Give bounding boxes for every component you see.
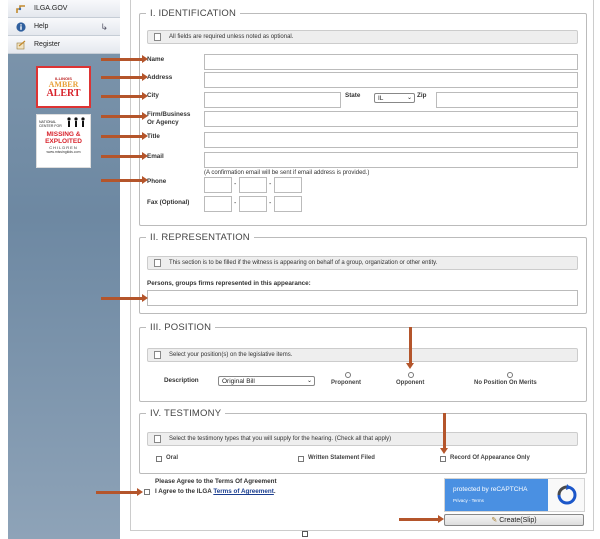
state-value: IL: [378, 94, 384, 102]
oral-checkbox[interactable]: [156, 456, 162, 462]
address-input[interactable]: [204, 72, 578, 88]
banner-ncmec-line1: NATIONAL: [39, 120, 57, 124]
sidebar-item-help[interactable]: [8, 18, 120, 36]
no-position-radio[interactable]: [507, 372, 513, 378]
arrow-annotation: [101, 115, 143, 118]
state-select[interactable]: [374, 93, 415, 103]
fax-prefix-input[interactable]: [239, 196, 267, 212]
sidebar-item-label: Register: [34, 41, 61, 48]
email-label: Email: [147, 153, 164, 160]
chevron-down-icon: ⌄: [406, 95, 412, 101]
description-select[interactable]: [218, 376, 315, 386]
fax-label: Fax (Optional): [147, 199, 190, 206]
phone-dash: -: [234, 181, 237, 188]
fax-area-input[interactable]: [204, 196, 232, 212]
written-statement-label: Written Statement Filed: [308, 455, 375, 461]
create-slip-label: Create(Slip): [499, 516, 537, 524]
terms-checkbox[interactable]: [144, 489, 150, 495]
ilga-logo-icon: [16, 4, 26, 14]
note-text: This section is to be filled if the witness is appearing on behalf of a group, organization or other entity.: [169, 260, 438, 266]
banner-amber-main: AMBER: [48, 79, 79, 89]
recaptcha-text: protected by reCAPTCHA: [453, 486, 528, 493]
proponent-radio[interactable]: [345, 372, 351, 378]
state-label: State: [345, 92, 361, 99]
terms-of-agreement-link[interactable]: Terms of Agreement: [213, 488, 274, 495]
arrow-annotation: [101, 155, 143, 158]
arrow-annotation: [101, 58, 143, 61]
terms-label-prefix: I Agree to the ILGA: [155, 488, 214, 495]
arrow-annotation: [101, 135, 143, 138]
note-text: Select your position(s) on the legislative items.: [169, 352, 293, 358]
pencil-icon: ✎: [491, 517, 498, 524]
terms-heading: Please Agree to the Terms Of Agreement: [155, 478, 277, 485]
phone-label: Phone: [147, 178, 167, 185]
identification-note: [147, 30, 578, 44]
fax-dash: -: [234, 200, 237, 207]
arrow-annotation: [96, 491, 138, 494]
testimony-note: [147, 432, 578, 446]
firm-input[interactable]: [204, 111, 578, 127]
document-icon: [154, 259, 161, 267]
chevron-down-icon: ⌄: [306, 378, 312, 384]
title-label: Title: [147, 133, 160, 140]
recaptcha-logo-icon: [555, 484, 579, 508]
representation-note: [147, 256, 578, 270]
record-appearance-checkbox[interactable]: [440, 456, 446, 462]
sidebar-item-label: ILGA.GOV: [34, 5, 68, 12]
persons-label: Persons, groups firms represented in this appearance:: [147, 280, 311, 287]
missing-children-banner[interactable]: [36, 114, 91, 168]
written-statement-checkbox[interactable]: [298, 456, 304, 462]
return-arrow-icon: ↳: [100, 22, 108, 32]
recaptcha-badge: [445, 479, 548, 511]
banner-amber-main2: ALERT: [46, 87, 81, 99]
note-text: Select the testimony types that you will supply for the hearing. (Check all that apply): [169, 436, 392, 442]
fax-dash: -: [269, 200, 272, 207]
firm-label-line2: Or Agency: [147, 119, 179, 126]
recaptcha-links: Privacy - Terms: [453, 498, 484, 503]
address-label: Address: [147, 74, 173, 81]
name-input[interactable]: [204, 54, 578, 70]
proponent-label: Proponent: [331, 380, 361, 386]
banner-ncmec-main2: EXPLOITED: [45, 138, 82, 145]
terms-label-suffix: .: [273, 488, 276, 495]
title-input[interactable]: [204, 132, 578, 148]
sidebar-item-register[interactable]: [8, 36, 120, 54]
phone-area-input[interactable]: [204, 177, 232, 193]
firm-label-line1: Firm/Business: [147, 111, 191, 118]
name-label: Name: [147, 56, 165, 63]
banner-ncmec-main3: CHILDREN: [49, 145, 78, 150]
fax-line-input[interactable]: [274, 196, 302, 212]
section-legend: IV. TESTIMONY: [150, 408, 222, 419]
zip-input[interactable]: [436, 92, 578, 108]
opponent-label: Opponent: [396, 380, 425, 386]
section-legend: II. REPRESENTATION: [150, 232, 250, 243]
info-icon: [16, 22, 26, 32]
city-input[interactable]: [204, 92, 341, 108]
phone-prefix-input[interactable]: [239, 177, 267, 193]
representation-input[interactable]: [147, 290, 578, 306]
note-text: All fields are required unless noted as optional.: [169, 34, 294, 40]
sidebar-nav: [8, 0, 120, 54]
no-position-label: No Position On Merits: [474, 380, 537, 386]
document-icon: [154, 33, 161, 41]
description-label: Description: [164, 377, 199, 384]
create-slip-button[interactable]: [444, 514, 584, 526]
document-icon: [154, 351, 161, 359]
arrow-annotation: [101, 95, 143, 98]
email-input[interactable]: [204, 152, 578, 168]
children-silhouette-icon: [64, 117, 88, 131]
document-icon: [154, 435, 161, 443]
amber-alert-banner[interactable]: [36, 66, 91, 108]
zip-label: Zip: [417, 92, 427, 99]
sidebar-item-ilga-gov[interactable]: [8, 0, 120, 18]
banner-ncmec-main1: MISSING &: [46, 131, 81, 138]
section-legend: I. IDENTIFICATION: [150, 8, 237, 19]
terms-label: [155, 488, 276, 496]
arrow-annotation: [101, 179, 143, 182]
register-icon: [16, 40, 26, 50]
phone-dash: -: [269, 181, 272, 188]
position-section: [139, 322, 587, 402]
opponent-radio[interactable]: [408, 372, 414, 378]
section-legend: III. POSITION: [150, 322, 212, 333]
city-label: City: [147, 92, 159, 99]
email-note: (A confirmation email will be sent if email address is provided.): [204, 170, 370, 176]
recaptcha-widget[interactable]: [444, 478, 585, 512]
firm-label: [147, 111, 190, 127]
banner-amber-top: ILLINOIS: [55, 75, 72, 81]
arrow-annotation: [409, 327, 412, 364]
page-marker: [302, 531, 308, 537]
arrow-annotation: [101, 297, 143, 300]
banner-ncmec-line2: CENTER FOR: [39, 124, 62, 128]
position-note: [147, 348, 578, 362]
arrow-annotation: [399, 518, 439, 521]
description-value: Original Bill: [222, 377, 255, 385]
oral-label: Oral: [166, 455, 179, 461]
arrow-annotation: [443, 413, 446, 449]
arrow-annotation: [101, 76, 143, 79]
banner-ncmec-url: www.missingkids.com: [46, 150, 81, 154]
record-appearance-label: Record Of Appearance Only: [450, 455, 530, 461]
phone-line-input[interactable]: [274, 177, 302, 193]
sidebar-item-label: Help: [34, 23, 49, 30]
